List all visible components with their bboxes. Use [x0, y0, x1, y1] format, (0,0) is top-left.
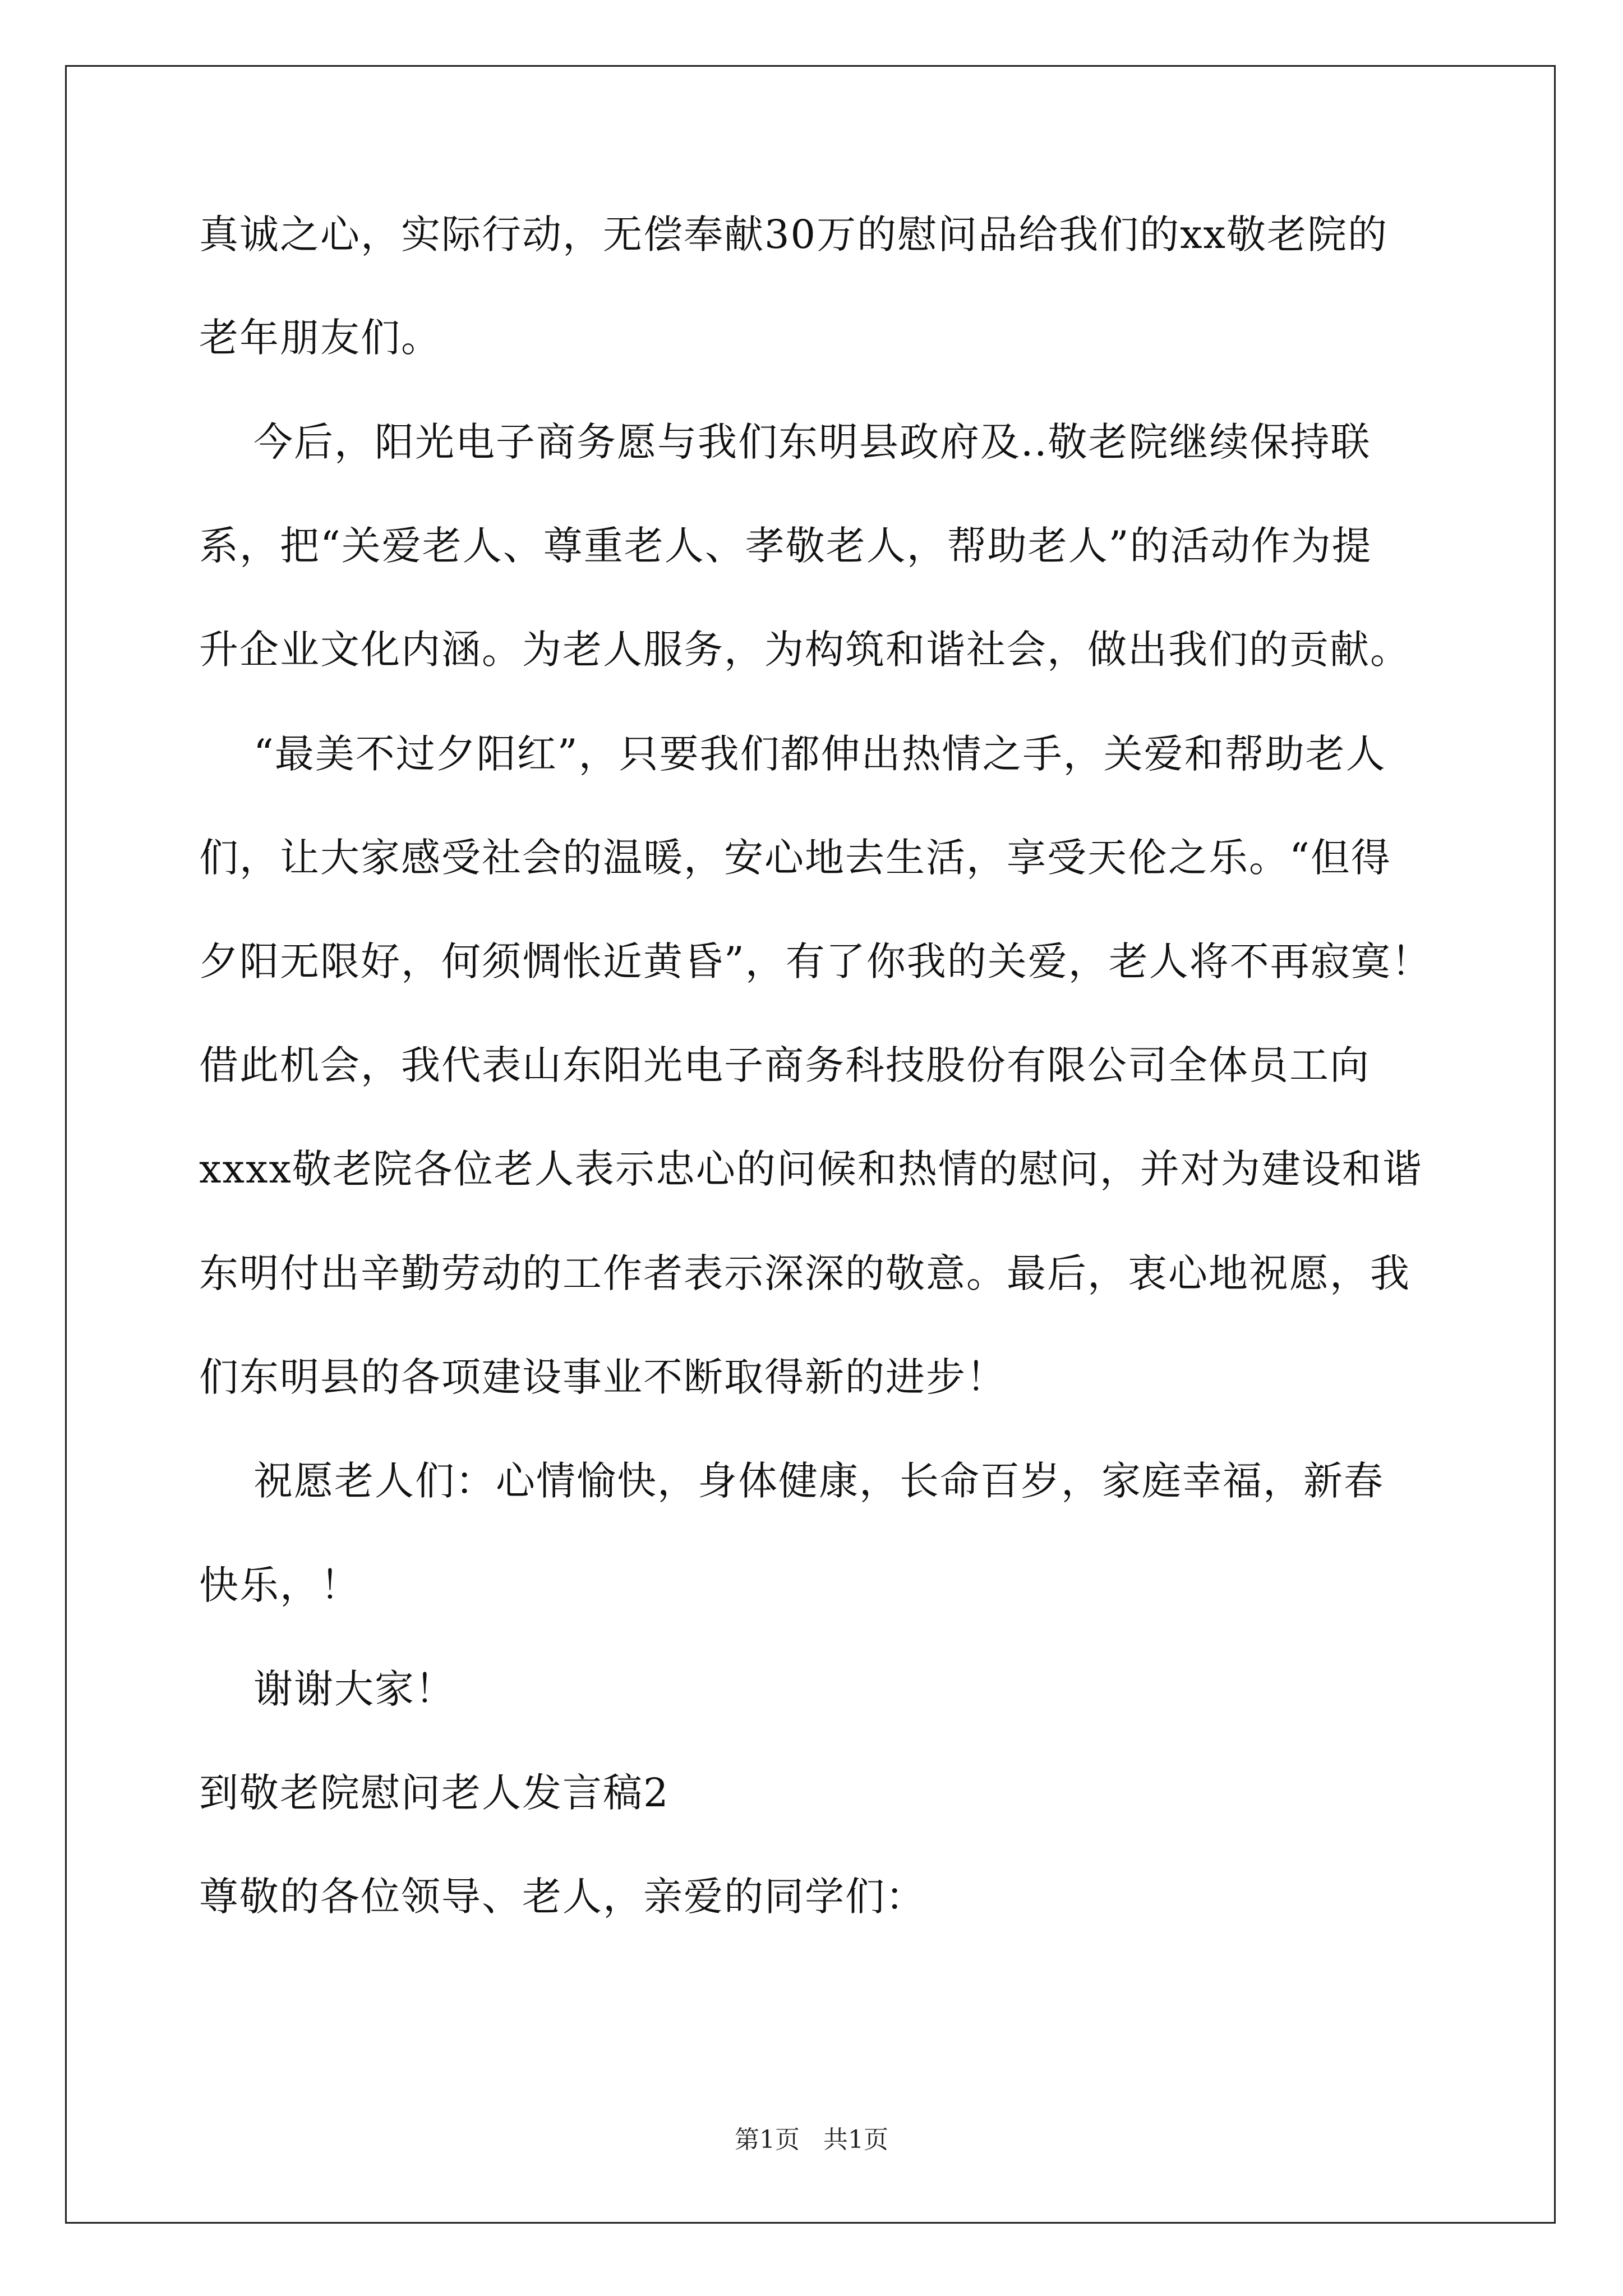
paragraph-start-line: 祝愿老人们：心情愉快，身体健康，长命百岁，家庭幸福，新春 [199, 1458, 1385, 1504]
text-line: 夕阳无限好，何须惆怅近黄昏”，有了你我的关爱，老人将不再寂寞！ [199, 938, 1432, 984]
paragraph-start-line: 今后，阳光电子商务愿与我们东明县政府及..敬老院继续保持联 [199, 419, 1371, 465]
page-number-footer: 第1页 共1页 [735, 2125, 888, 2154]
text-line: 快乐，！ [199, 1562, 361, 1608]
text-line: 们，让大家感受社会的温暖，安心地去生活，享受天伦之乐。“但得 [199, 835, 1391, 881]
text-line: 真诚之心，实际行动，无偿奉献30万的慰问品给我们的xx敬老院的 [199, 211, 1389, 257]
text-line: 们东明县的各项建设事业不断取得新的进步！ [199, 1354, 1007, 1400]
text-line: 借此机会，我代表山东阳光电子商务科技股份有限公司全体员工向 [199, 1042, 1370, 1088]
text-line: 升企业文化内涵。为老人服务，为构筑和谐社会，做出我们的贡献。 [199, 627, 1410, 673]
text-line: 系，把“关爱老人、尊重老人、孝敬老人，帮助老人”的活动作为提 [199, 523, 1372, 569]
text-line: 老年朋友们。 [199, 315, 441, 361]
salutation-line: 尊敬的各位领导、老人，亲爱的同学们： [199, 1874, 926, 1920]
text-line: 东明付出辛勤劳动的工作者表示深深的敬意。最后，衷心地祝愿，我 [199, 1250, 1410, 1296]
text-line: xxxx敬老院各位老人表示忠心的问候和热情的慰问，并对为建设和谐 [199, 1146, 1423, 1192]
paragraph-start-line: 谢谢大家！ [199, 1666, 456, 1712]
paragraph-start-line: “最美不过夕阳红”，只要我们都伸出热情之手，关爱和帮助老人 [199, 731, 1386, 777]
section-heading: 到敬老院慰问老人发言稿2 [199, 1770, 670, 1816]
